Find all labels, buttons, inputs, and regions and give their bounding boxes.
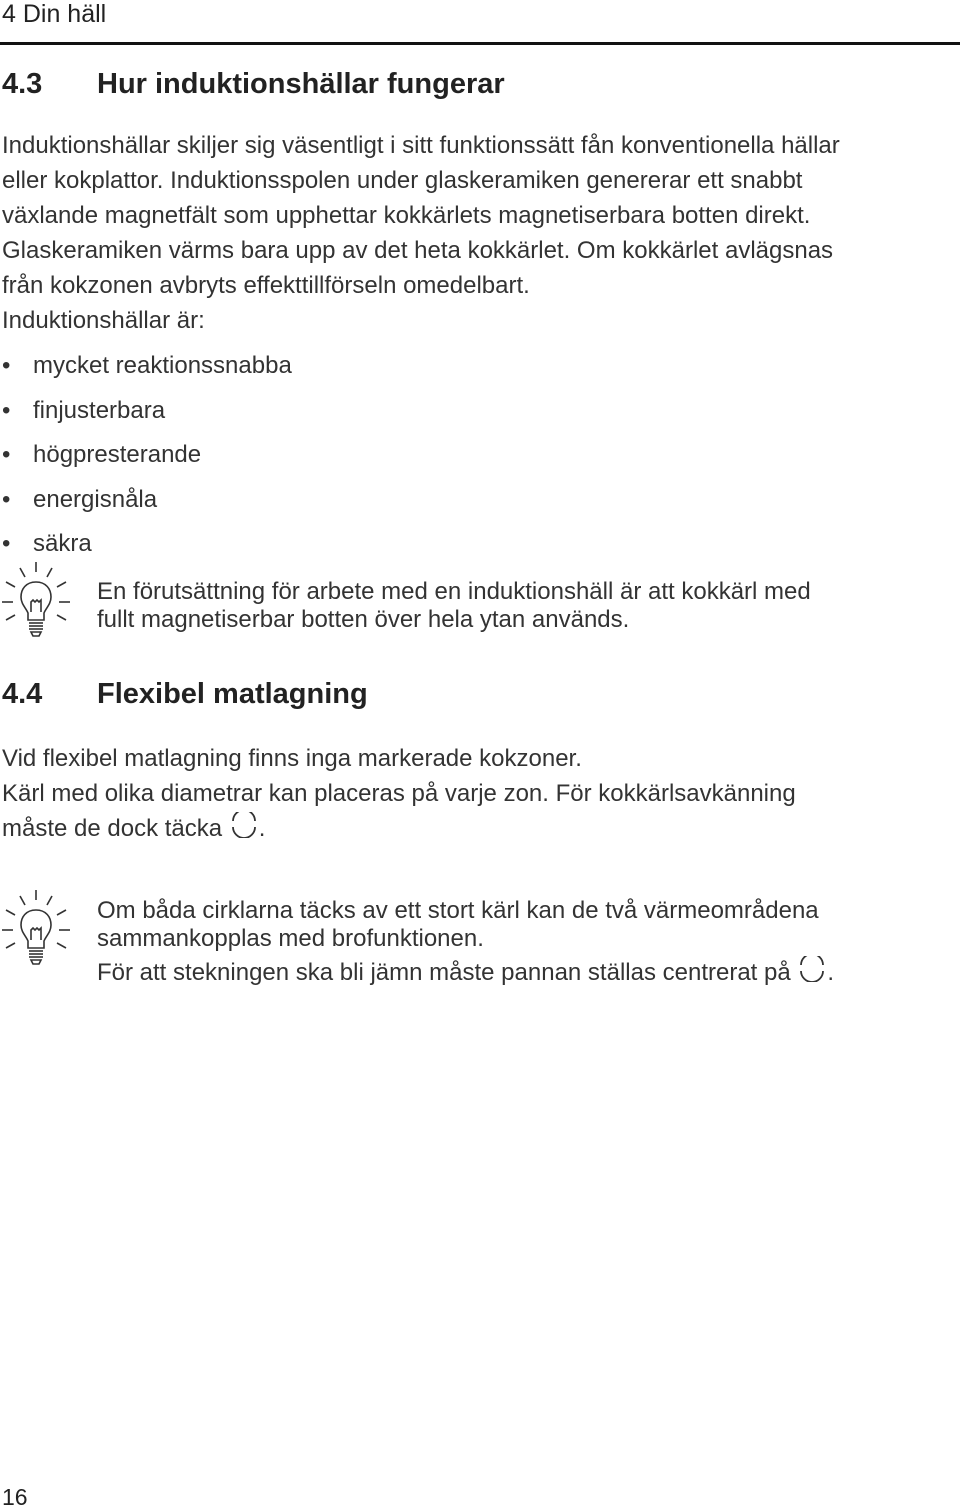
bullet-dot: • xyxy=(2,441,11,468)
paragraph-line: Glaskeramiken värms bara upp av det heta kokkärlet. Om kokkärlet avlägsnas xyxy=(2,237,834,264)
paragraph-line xyxy=(2,811,960,848)
tip-line: fullt magnetiserbar botten över hela ytan används. xyxy=(97,606,630,633)
bullet-dot: • xyxy=(2,397,11,424)
paragraph-text: . xyxy=(258,815,266,842)
section-4-4-paragraph xyxy=(2,741,960,848)
tip-line: sammankopplas med brofunktionen. xyxy=(97,925,484,952)
tip-text: . xyxy=(827,959,835,986)
paragraph-line: Induktionshällar är: xyxy=(2,307,205,334)
paragraph-line: Induktionshällar skiljer sig väsentligt i sitt funktionssätt fån konventionella hällar xyxy=(2,132,840,159)
list-item-text: finjusterbara xyxy=(33,397,166,424)
header-divider xyxy=(0,42,960,45)
lightbulb-icon xyxy=(0,888,72,968)
paragraph-line: växlande magnetfält som upphettar kokkärlets magnetiserbara botten direkt. xyxy=(2,202,811,229)
section-4-3-paragraph xyxy=(2,128,960,338)
bullet-dot: • xyxy=(2,352,11,379)
section-title: Flexibel matlagning xyxy=(97,678,368,710)
bullet-dot: • xyxy=(2,530,11,557)
section-number: 4.3 xyxy=(2,68,43,100)
paragraph-line: från kokzonen avbryts effekttillförseln omedelbart. xyxy=(2,272,530,299)
page-number: 16 xyxy=(2,1484,28,1510)
tip-line xyxy=(97,956,957,989)
list-item-text: energisnåla xyxy=(33,486,158,513)
list-item-text: högpresterande xyxy=(33,441,202,468)
chapter-header: 4 Din häll xyxy=(2,0,107,28)
paragraph-line: Kärl med olika diametrar kan placeras på varje zon. För kokkärlsavkänning xyxy=(2,780,796,807)
list-item-text: mycket reaktionssnabba xyxy=(33,352,292,379)
paragraph-line: Vid flexibel matlagning finns inga markerade kokzoner. xyxy=(2,745,582,772)
section-heading-4-3 xyxy=(2,68,902,104)
cooking-zone-circles-icon xyxy=(229,812,259,848)
tip-text: För att stekningen ska bli jämn måste pannan ställas centrerat på xyxy=(97,959,791,986)
section-heading-4-4 xyxy=(2,678,902,714)
paragraph-text: måste de dock täcka xyxy=(2,815,223,842)
tip-note xyxy=(97,897,957,989)
feature-list xyxy=(2,352,402,572)
list-item-text: säkra xyxy=(33,530,92,557)
lightbulb-icon xyxy=(0,560,72,640)
section-number: 4.4 xyxy=(2,678,43,710)
paragraph-line: eller kokplattor. Induktionsspolen under glaskeramiken genererar ett snabbt xyxy=(2,167,803,194)
tip-line: En förutsättning för arbete med en induktionshäll är att kokkärl med xyxy=(97,578,811,605)
bullet-dot: • xyxy=(2,486,11,513)
tip-note xyxy=(97,578,957,634)
tip-line: Om båda cirklarna täcks av ett stort kärl kan de två värmeområdena xyxy=(97,897,819,924)
cooking-zone-circles-icon xyxy=(797,956,827,989)
section-title: Hur induktionshällar fungerar xyxy=(97,68,505,100)
